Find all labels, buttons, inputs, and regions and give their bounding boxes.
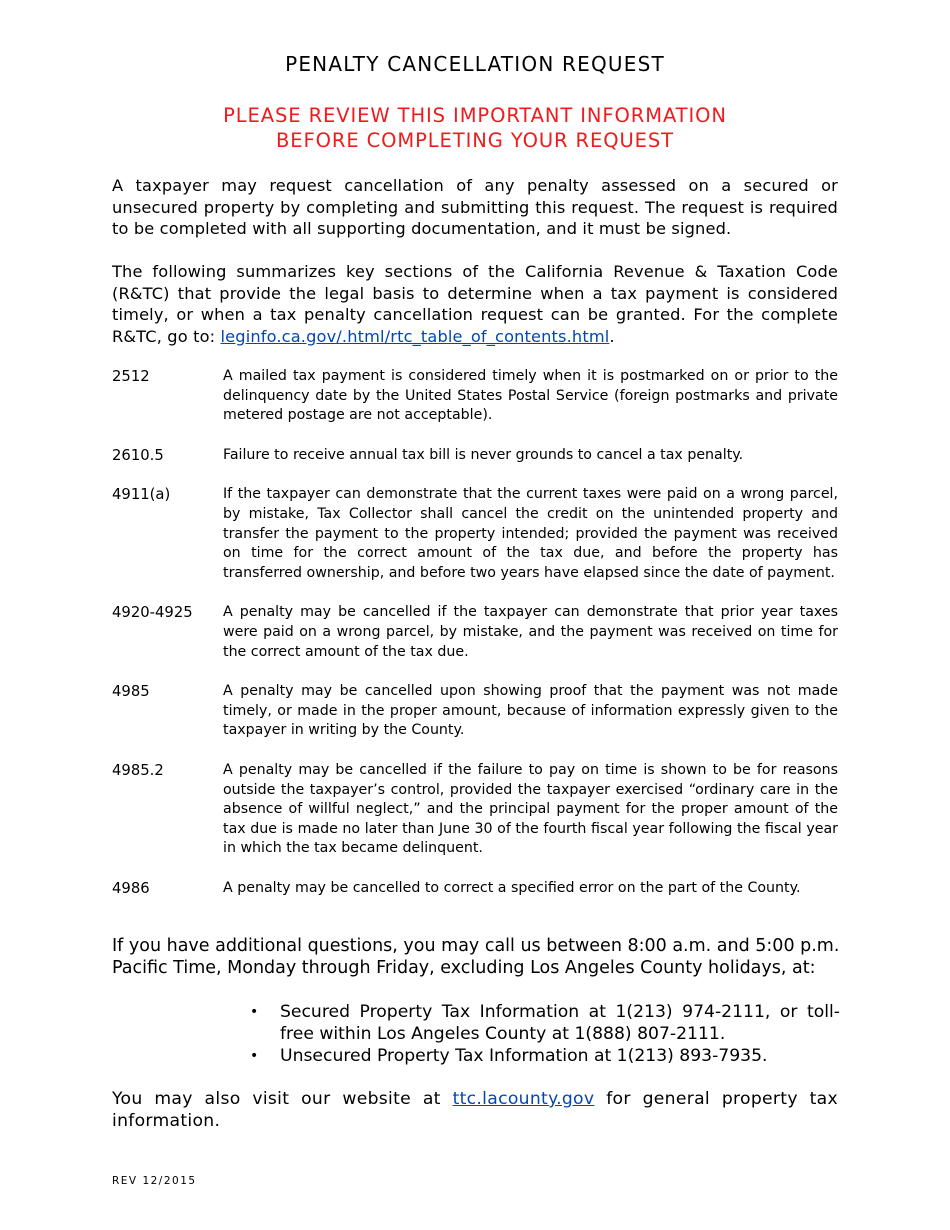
page-title: PENALTY CANCELLATION REQUEST	[285, 52, 665, 76]
bullet-icon: •	[250, 1004, 259, 1020]
code-section	[112, 367, 838, 426]
code-section	[112, 446, 838, 466]
summary-text: The following summarizes key sections of the California Revenue & Taxation Code (R&TC) that provide the legal basis to determine when a tax payment is considered timely, or when a tax penalty cancellation request can be granted. For the complete R&TC, go to:	[112, 262, 838, 346]
bullet-icon: •	[250, 1048, 259, 1064]
revision-label: REV 12/2015	[112, 1175, 197, 1187]
summary-paragraph	[112, 261, 838, 347]
website-prefix: You may also visit our website at	[112, 1089, 453, 1109]
warning-line-1: PLEASE REVIEW THIS IMPORTANT INFORMATION	[223, 104, 727, 127]
list-item	[250, 1045, 840, 1067]
website-paragraph	[112, 1088, 838, 1132]
section-text: A penalty may be cancelled if the taxpayer can demonstrate that prior year taxes were paid on a wrong parcel, by mistake, and the payment was received on time for the correct amount of the tax due.	[223, 604, 838, 660]
website-link[interactable]: ttc.lacounty.gov	[452, 1089, 595, 1109]
code-section	[112, 682, 838, 741]
section-code: 2512	[112, 368, 150, 385]
list-item-text: Unsecured Property Tax Information at 1(213) 893-7935.	[280, 1046, 768, 1066]
section-code: 4986	[112, 879, 150, 897]
warning-banner	[0, 103, 950, 153]
website-suffix: for general property tax information.	[112, 1089, 838, 1131]
code-sections	[112, 367, 838, 898]
section-text: If the taxpayer can demonstrate that the current taxes were paid on a wrong parcel, by mistake, Tax Collector shall cancel the credit on the unintended property and transfer the payment to the property intended; provided the payment was received on time for the correct amount of the tax due, and before the property has transferred ownership, and before two years have elapsed since the date of payment.	[223, 486, 838, 581]
section-code: 4920-4925	[112, 604, 193, 622]
contact-paragraph: If you have additional questions, you may call us between 8:00 a.m. and 5:00 p.m. Pacific Time, Monday through Friday, excluding Los Angeles County holidays, at:	[112, 936, 840, 978]
section-text: A mailed tax payment is considered timely when it is postmarked on or prior to the delinquency date by the United States Postal Service (foreign postmarks and private metered postage are not acceptable).	[223, 368, 838, 424]
code-section	[112, 761, 838, 859]
list-item	[250, 1001, 840, 1045]
section-code: 4985.2	[112, 761, 164, 779]
section-text: A penalty may be cancelled to correct a specified error on the part of the County.	[223, 879, 801, 896]
section-text: A penalty may be cancelled if the failure to pay on time is shown to be for reasons outside the taxpayer’s control, provided the taxpayer exercised “ordinary care in the absence of willful neglect,” and the principal payment for the proper amount of the tax due is made no later than June 30 of the fourth fiscal year following the fiscal year in which the tax became delinquent.	[223, 761, 838, 857]
section-text: A penalty may be cancelled upon showing proof that the payment was not made timely, or made in the proper amount, because of information expressly given to the taxpayer in writing by the County.	[223, 683, 838, 739]
lead-paragraph: A taxpayer may request cancellation of any penalty assessed on a secured or unsecured property by completing and submitting this request. The request is required to be completed with all supporting documentation, and it must be signed.	[112, 176, 838, 238]
list-item-text: Secured Property Tax Information at 1(213) 974-2111, or toll-free within Los Angeles County at 1(888) 807-2111.	[280, 1002, 840, 1044]
phone-list	[250, 1001, 840, 1067]
code-section	[112, 485, 838, 583]
rtc-link[interactable]: leginfo.ca.gov/.html/rtc_table_of_contents.html	[220, 326, 610, 346]
section-text: Failure to receive annual tax bill is never grounds to cancel a tax penalty.	[223, 446, 744, 463]
warning-line-2: BEFORE COMPLETING YOUR REQUEST	[276, 129, 674, 152]
section-code: 4911(a)	[112, 486, 171, 504]
code-section	[112, 603, 838, 662]
code-section	[112, 879, 838, 899]
section-code: 4985	[112, 683, 150, 701]
summary-end: .	[609, 326, 615, 346]
section-code: 2610.5	[112, 446, 164, 464]
